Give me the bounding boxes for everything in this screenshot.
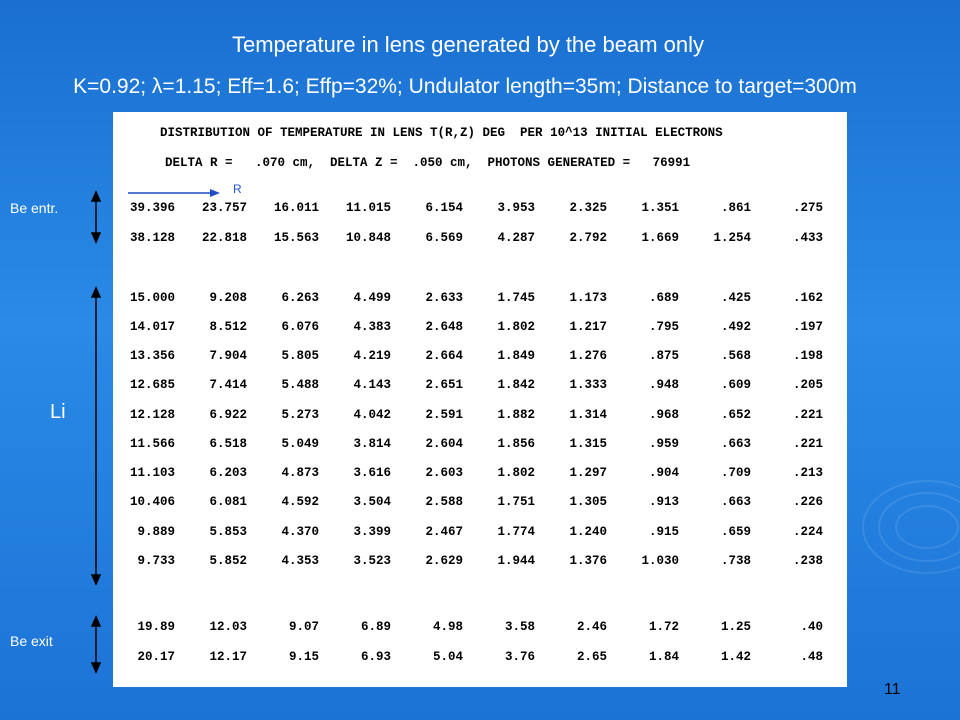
table-cell: .913: [648, 495, 679, 509]
table-cell: .709: [720, 466, 751, 480]
table-cell: .689: [648, 291, 679, 305]
table-cell: 1.240: [569, 525, 607, 539]
be-entrance-label: Be entr.: [10, 200, 59, 216]
table-cell: 2.664: [425, 349, 463, 363]
table-cell: 10.406: [129, 495, 175, 509]
parameters-line: K=0.92; λ=1.15; Eff=1.6; Effp=32%; Undulator length=35m; Distance to target=300m: [73, 75, 857, 98]
table-cell: 4.143: [353, 378, 391, 392]
table-cell: .221: [792, 408, 823, 422]
table-cell: 5.853: [209, 525, 247, 539]
table-cell: 6.922: [209, 408, 247, 422]
table-cell: 3.953: [497, 201, 535, 215]
table-cell: .198: [792, 349, 823, 363]
table-cell: 3.399: [353, 525, 391, 539]
table-cell: 4.370: [281, 525, 319, 539]
table-cell: 7.414: [209, 378, 247, 392]
table-cell: .568: [720, 349, 751, 363]
table-cell: 6.89: [360, 620, 391, 634]
table-cell: 4.219: [353, 349, 391, 363]
table-cell: 13.356: [129, 349, 175, 363]
table-cell: 1.333: [569, 378, 607, 392]
table-cell: .224: [792, 525, 823, 539]
table-cell: 2.648: [425, 320, 463, 334]
table-cell: 3.76: [504, 650, 535, 664]
table-cell: 4.873: [281, 466, 319, 480]
table-cell: 6.203: [209, 466, 247, 480]
table-cell: .948: [648, 378, 679, 392]
table-cell: 6.154: [425, 201, 463, 215]
table-cell: 2.467: [425, 525, 463, 539]
table-cell: 1.944: [497, 554, 535, 568]
table-cell: 1.276: [569, 349, 607, 363]
table-header-line-1: DISTRIBUTION OF TEMPERATURE IN LENS T(R,Z) DEG PER 10^13 INITIAL ELECTRONS: [160, 126, 723, 140]
table-cell: 2.588: [425, 495, 463, 509]
table-cell: 20.17: [137, 650, 175, 664]
table-cell: 1.842: [497, 378, 535, 392]
table-cell: .205: [792, 378, 823, 392]
table-cell: 5.805: [281, 349, 319, 363]
table-cell: 1.42: [720, 650, 751, 664]
slide-title: Temperature in lens generated by the beam only: [231, 32, 705, 57]
table-cell: 14.017: [129, 320, 175, 334]
table-cell: 1.297: [569, 466, 607, 480]
table-cell: .663: [720, 437, 751, 451]
table-cell: 11.566: [129, 437, 175, 451]
table-cell: .275: [792, 201, 823, 215]
table-cell: 3.58: [504, 620, 535, 634]
table-cell: .861: [720, 201, 751, 215]
table-cell: .162: [792, 291, 823, 305]
table-cell: 22.818: [201, 231, 247, 245]
table-cell: .197: [792, 320, 823, 334]
table-cell: 5.04: [432, 650, 463, 664]
table-cell: 1.217: [569, 320, 607, 334]
table-cell: 2.604: [425, 437, 463, 451]
table-cell: .425: [720, 291, 751, 305]
table-cell: 4.353: [281, 554, 319, 568]
table-cell: 2.792: [569, 231, 607, 245]
page-number: 11: [884, 681, 901, 698]
table-cell: 9.07: [288, 620, 319, 634]
table-cell: 4.287: [497, 231, 535, 245]
table-cell: 15.000: [129, 291, 175, 305]
table-cell: 2.591: [425, 408, 463, 422]
table-cell: 2.629: [425, 554, 463, 568]
table-cell: 6.569: [425, 231, 463, 245]
table-cell: 9.733: [137, 554, 175, 568]
table-cell: 9.208: [209, 291, 247, 305]
table-cell: 1.314: [569, 408, 607, 422]
table-cell: 2.65: [576, 650, 607, 664]
table-cell: 10.848: [345, 231, 391, 245]
table-cell: 9.15: [288, 650, 319, 664]
table-cell: 9.889: [137, 525, 175, 539]
table-cell: 4.98: [432, 620, 463, 634]
table-cell: 1.173: [569, 291, 607, 305]
table-cell: .663: [720, 495, 751, 509]
table-cell: 12.03: [209, 620, 247, 634]
table-cell: 1.856: [497, 437, 535, 451]
r-axis-label: R: [233, 182, 242, 196]
table-cell: 12.128: [129, 408, 175, 422]
table-cell: 12.17: [209, 650, 247, 664]
table-cell: 2.603: [425, 466, 463, 480]
table-cell: 38.128: [129, 231, 175, 245]
table-cell: 15.563: [273, 231, 319, 245]
table-cell: 4.592: [281, 495, 319, 509]
table-cell: 5.852: [209, 554, 247, 568]
be-exit-label: Be exit: [10, 633, 53, 649]
table-cell: .904: [648, 466, 679, 480]
table-cell: 19.89: [137, 620, 175, 634]
table-cell: 3.814: [353, 437, 391, 451]
table-cell: 12.685: [129, 378, 175, 392]
table-cell: 16.011: [273, 201, 319, 215]
table-cell: 11.103: [129, 466, 175, 480]
table-cell: .433: [792, 231, 823, 245]
table-cell: 1.669: [641, 231, 679, 245]
table-cell: 39.396: [129, 201, 175, 215]
table-cell: 11.015: [345, 201, 391, 215]
table-cell: 1.351: [641, 201, 679, 215]
table-cell: 1.849: [497, 349, 535, 363]
table-cell: .968: [648, 408, 679, 422]
table-cell: 1.84: [648, 650, 679, 664]
table-cell: 4.042: [353, 408, 391, 422]
table-cell: 6.076: [281, 320, 319, 334]
table-cell: .238: [792, 554, 823, 568]
table-cell: 2.46: [576, 620, 607, 634]
table-cell: 1.802: [497, 466, 535, 480]
table-cell: 23.757: [201, 201, 247, 215]
table-cell: 5.049: [281, 437, 319, 451]
table-cell: 1.315: [569, 437, 607, 451]
table-cell: 1.254: [713, 231, 751, 245]
table-cell: 3.523: [353, 554, 391, 568]
table-cell: 1.25: [720, 620, 751, 634]
table-cell: 1.802: [497, 320, 535, 334]
table-cell: 4.499: [353, 291, 391, 305]
table-cell: .226: [792, 495, 823, 509]
table-cell: 1.751: [497, 495, 535, 509]
table-cell: 5.273: [281, 408, 319, 422]
table-cell: .652: [720, 408, 751, 422]
table-cell: .213: [792, 466, 823, 480]
table-cell: .875: [648, 349, 679, 363]
table-cell: .48: [800, 650, 823, 664]
table-cell: 6.93: [360, 650, 391, 664]
lithium-label: Li: [50, 401, 66, 423]
table-cell: 8.512: [209, 320, 247, 334]
table-cell: .795: [648, 320, 679, 334]
table-cell: 3.616: [353, 466, 391, 480]
table-cell: 6.518: [209, 437, 247, 451]
table-header-line-2: DELTA R = .070 cm, DELTA Z = .050 cm, PHOTONS GENERATED = 76991: [165, 156, 691, 170]
table-cell: .40: [800, 620, 823, 634]
table-cell: 2.325: [569, 201, 607, 215]
table-cell: 7.904: [209, 349, 247, 363]
table-cell: 2.633: [425, 291, 463, 305]
table-cell: 4.383: [353, 320, 391, 334]
table-cell: .659: [720, 525, 751, 539]
table-cell: 1.305: [569, 495, 607, 509]
table-cell: .915: [648, 525, 679, 539]
table-cell: .609: [720, 378, 751, 392]
table-cell: 6.081: [209, 495, 247, 509]
table-cell: .492: [720, 320, 751, 334]
table-cell: 1.745: [497, 291, 535, 305]
table-cell: 2.651: [425, 378, 463, 392]
table-cell: .221: [792, 437, 823, 451]
table-cell: 3.504: [353, 495, 391, 509]
table-cell: .738: [720, 554, 751, 568]
table-cell: 5.488: [281, 378, 319, 392]
table-cell: 1.376: [569, 554, 607, 568]
table-cell: 1.030: [641, 554, 679, 568]
table-cell: 1.882: [497, 408, 535, 422]
table-cell: 1.774: [497, 525, 535, 539]
table-cell: 1.72: [648, 620, 679, 634]
table-cell: 6.263: [281, 291, 319, 305]
table-cell: .959: [648, 437, 679, 451]
